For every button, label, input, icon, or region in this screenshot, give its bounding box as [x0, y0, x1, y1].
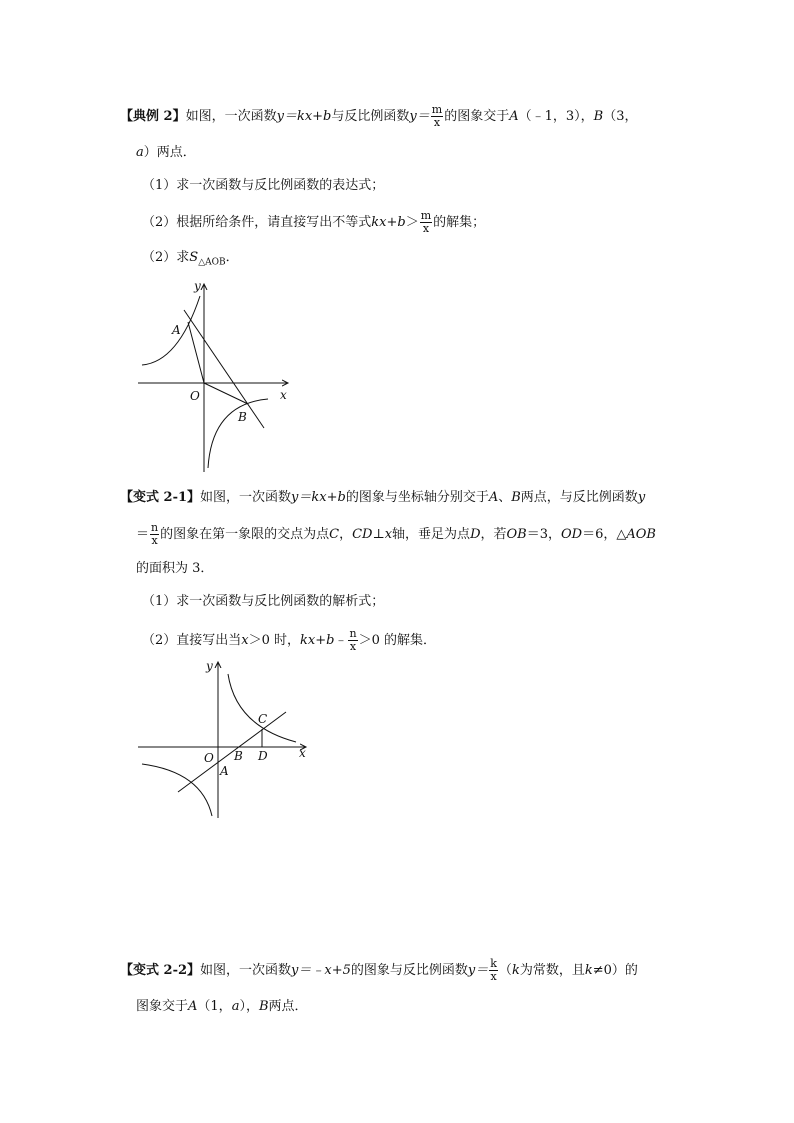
- label-O: O: [190, 389, 200, 403]
- ex2-figure: [130, 278, 300, 474]
- label-A: A: [220, 764, 229, 778]
- hyperbola-branch-q2: [142, 296, 200, 365]
- label-x: x: [280, 388, 287, 402]
- var22-tag: 【变式 2-2】: [120, 963, 201, 978]
- linear-function-line: [178, 712, 286, 792]
- ex2-question-3: （2）求$S_{\triangle AOB}$．: [142, 250, 239, 268]
- ex2-tag: 【典例 2】: [120, 109, 186, 124]
- fraction-n-over-x: $\frac{n}{x}$: [151, 521, 159, 547]
- fraction-n-over-x: $\frac{n}{x}$: [349, 627, 357, 653]
- fraction-m-over-x: $\frac{m}{x}$: [431, 103, 443, 129]
- ex2-question-2: （2）根据所给条件，请直接写出不等式kx+b＞ $\frac{m}{x}$ 的解集；: [142, 209, 486, 235]
- var21-tag: 【变式 2-1】: [120, 490, 201, 505]
- label-O: O: [204, 751, 214, 765]
- label-A: A: [172, 323, 181, 337]
- label-y: y: [194, 279, 201, 293]
- label-B: B: [238, 410, 247, 424]
- segment-OA: [188, 322, 204, 383]
- label-C: C: [258, 712, 268, 726]
- segment-OB: [204, 383, 248, 404]
- var21-line-2: ＝ $\frac{n}{x}$ 的图象在第一象限的交点为点C，CD⊥x轴，垂足为点D，若OB＝3，OD＝6，△AOB: [136, 521, 656, 547]
- label-B: B: [234, 749, 243, 763]
- fraction-k-over-x: $\frac{k}{x}$: [490, 957, 497, 983]
- ex2-question-1: （1）求一次函数与反比例函数的表达式；: [142, 178, 385, 193]
- var22-line-1: 【变式 2-2】如图，一次函数y＝﹣x+5的图象与反比例函数y＝ $\frac{k}{x}$ （k为常数，且k≠0）的: [120, 957, 638, 983]
- label-D: D: [258, 749, 268, 763]
- ex2-line-2: a）两点．: [136, 145, 196, 160]
- fraction-m-over-x: $\frac{m}{x}$: [420, 209, 432, 235]
- var21-line-1: 【变式 2-1】如图，一次函数y＝kx+b的图象与坐标轴分别交于A、B两点，与反比例函数y: [120, 490, 646, 505]
- var21-line-3: 的面积为 3．: [136, 561, 214, 576]
- var21-question-1: （1）求一次函数与反比例函数的解析式；: [142, 594, 385, 609]
- var21-figure: [134, 656, 314, 820]
- var22-line-2: 图象交于A（1，a），B两点．: [136, 999, 308, 1014]
- linear-function-line: [184, 310, 264, 428]
- hyperbola-branch-q3: [142, 764, 212, 816]
- ex2-line-1: 【典例 2】如图，一次函数y＝kx+b与反比例函数y＝ $\frac{m}{x}$ 的图象交于A（﹣1，3），B（3，: [120, 103, 638, 129]
- label-x: x: [299, 746, 306, 760]
- var21-question-2: （2）直接写出当x＞0 时，kx+b﹣ $\frac{n}{x}$ ＞0 的解集．: [142, 627, 436, 653]
- label-y: y: [206, 659, 213, 673]
